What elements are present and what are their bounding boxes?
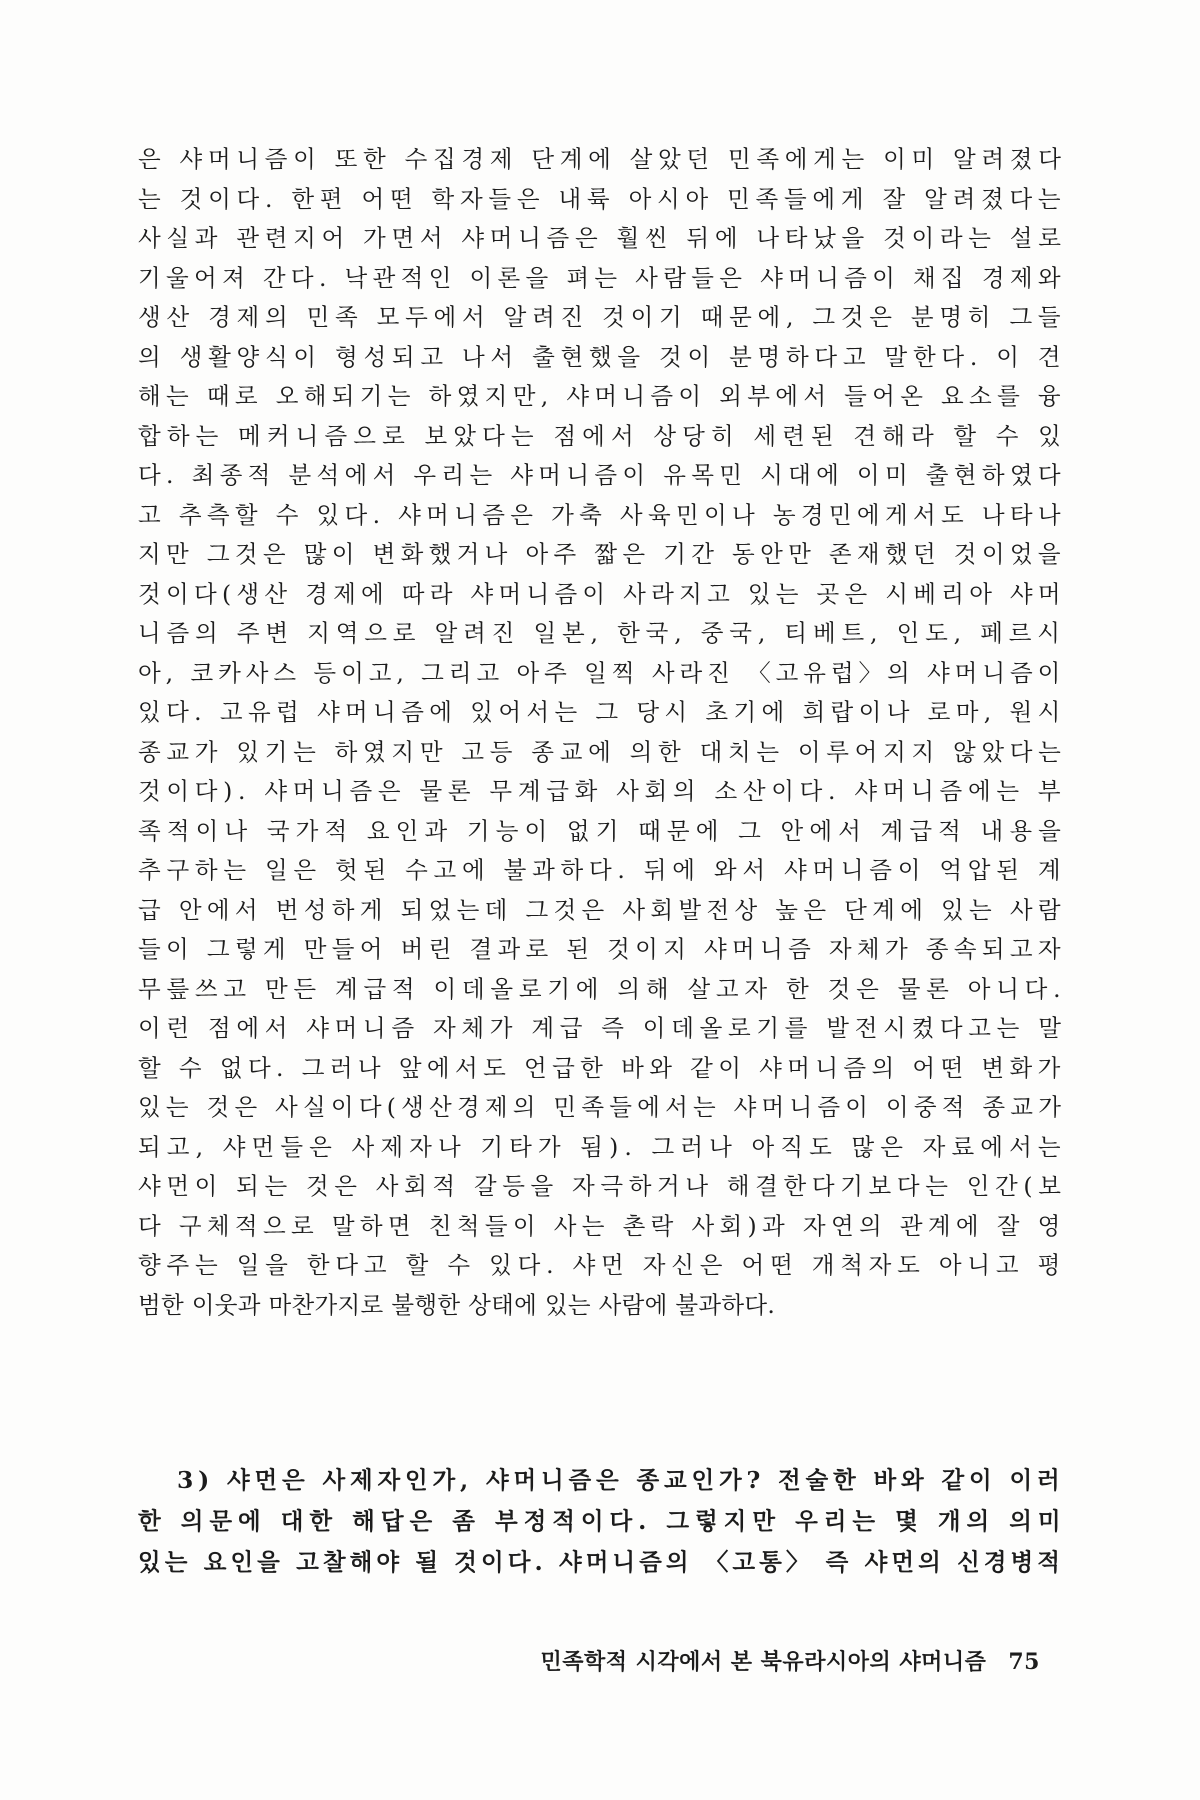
body-text-line: 있다. 고유럽 샤머니즘에 있어서는 그 당시 초기에 희랍이나 로마, 원시 <box>138 698 1066 726</box>
body-text-line: 다. 최종적 분석에서 우리는 샤머니즘이 유목민 시대에 이미 출현하였다 <box>138 461 1066 489</box>
body-text-line: 족적이나 국가적 요인과 기능이 없기 때문에 그 안에서 계급적 내용을 <box>138 816 1067 845</box>
body-text-line: 지만 그것은 많이 변화했거나 아주 짧은 기간 동안만 존재했던 것이었을 <box>138 540 1066 568</box>
body-text-line: 사실과 관련지어 가면서 샤머니즘은 훨씬 뒤에 나타났을 것이라는 설로 <box>138 224 1067 252</box>
body-text-line: 고 추측할 수 있다. 샤머니즘은 가축 사육민이나 농경민에게서도 나타나 <box>138 500 1066 529</box>
page-number: 75 <box>1008 1649 1040 1675</box>
body-text-line: 있는 것은 사실이다(생산경제의 민족들에서는 샤머니즘이 이중적 종교가 <box>138 1093 1067 1121</box>
section-text-line: 3) 샤먼은 사제자인가, 샤머니즘은 종교인가? 전술한 바와 같이 이러 <box>138 1466 1065 1494</box>
body-text-line: 것이다). 샤머니즘은 물론 무계급화 사회의 소산이다. 샤머니즘에는 부 <box>138 777 1067 805</box>
body-text-line: 범한 이웃과 마찬가지로 불행한 상태에 있는 사람에 불과하다. <box>138 1290 776 1319</box>
body-text-line: 추구하는 일은 헛된 수고에 불과하다. 뒤에 와서 샤머니즘이 억압된 계 <box>138 856 1067 884</box>
section-text-line: 있는 요인을 고찰해야 될 것이다. 샤머니즘의 〈고통〉 즉 샤먼의 신경병적 <box>138 1548 1065 1576</box>
body-text-line: 는 것이다. 한편 어떤 학자들은 내륙 아시아 민족들에게 잘 알려졌다는 <box>138 184 1067 213</box>
body-text-line: 생산 경제의 민족 모두에서 알려진 것이기 때문에, 그것은 분명히 그들 <box>138 303 1067 331</box>
body-text <box>138 140 1072 1325</box>
section-3-text <box>138 1460 1072 1583</box>
body-text-line: 은 샤머니즘이 또한 수집경제 단계에 살았던 민족에게는 이미 알려졌다 <box>138 145 1067 173</box>
body-text-line: 향주는 일을 한다고 할 수 있다. 샤먼 자신은 어떤 개척자도 아니고 평 <box>138 1251 1067 1279</box>
body-text-line: 무릎쓰고 만든 계급적 이데올로기에 의해 살고자 한 것은 물론 아니다. <box>138 974 1067 1003</box>
page-footer <box>540 1645 1040 1676</box>
body-text-line: 샤먼이 되는 것은 사회적 갈등을 자극하거나 해결한다기보다는 인간(보 <box>138 1172 1067 1200</box>
body-text-line: 다 구체적으로 말하면 친척들이 사는 촌락 사회)과 자연의 관계에 잘 영 <box>138 1211 1066 1240</box>
section-text-line: 한 의문에 대한 해답은 좀 부정적이다. 그렇지만 우리는 몇 개의 의미 <box>138 1507 1067 1535</box>
body-text-line: 이런 점에서 샤머니즘 자체가 계급 즉 이데올로기를 발전시켰다고는 말 <box>138 1014 1067 1042</box>
running-title: 민족학적 시각에서 본 북유라시아의 샤머니즘 <box>540 1649 987 1675</box>
body-text-line: 아, 코카사스 등이고, 그리고 아주 일찍 사라진 〈고유럽〉의 샤머니즘이 <box>138 658 1066 687</box>
body-text-line: 기울어져 간다. 낙관적인 이론을 펴는 사람들은 샤머니즘이 채집 경제와 <box>138 263 1066 292</box>
body-text-line: 할 수 없다. 그러나 앞에서도 언급한 바와 같이 샤머니즘의 어떤 변화가 <box>138 1053 1066 1082</box>
body-text-line: 되고, 샤먼들은 사제자나 기타가 됨). 그러나 아직도 많은 자료에서는 <box>138 1132 1067 1161</box>
body-text-line: 의 생활양식이 형성되고 나서 출현했을 것이 분명하다고 말한다. 이 견 <box>138 342 1067 371</box>
body-text-line: 니즘의 주변 지역으로 알려진 일본, 한국, 중국, 티베트, 인도, 페르시 <box>138 619 1066 647</box>
body-text-line: 급 안에서 번성하게 되었는데 그것은 사회발전상 높은 단계에 있는 사람 <box>138 895 1066 924</box>
body-text-line: 것이다(생산 경제에 따라 샤머니즘이 사라지고 있는 곳은 시베리아 샤머 <box>138 579 1066 608</box>
body-text-line: 종교가 있기는 하였지만 고등 종교에 의한 대치는 이루어지지 않았다는 <box>138 737 1067 766</box>
body-text-line: 합하는 메커니즘으로 보았다는 점에서 상당히 세련된 견해라 할 수 있 <box>138 421 1067 450</box>
body-text-line: 해는 때로 오해되기는 하였지만, 샤머니즘이 외부에서 들어온 요소를 융 <box>138 382 1066 410</box>
body-text-line: 들이 그렇게 만들어 버린 결과로 된 것이지 샤머니즘 자체가 종속되고자 <box>138 935 1066 963</box>
